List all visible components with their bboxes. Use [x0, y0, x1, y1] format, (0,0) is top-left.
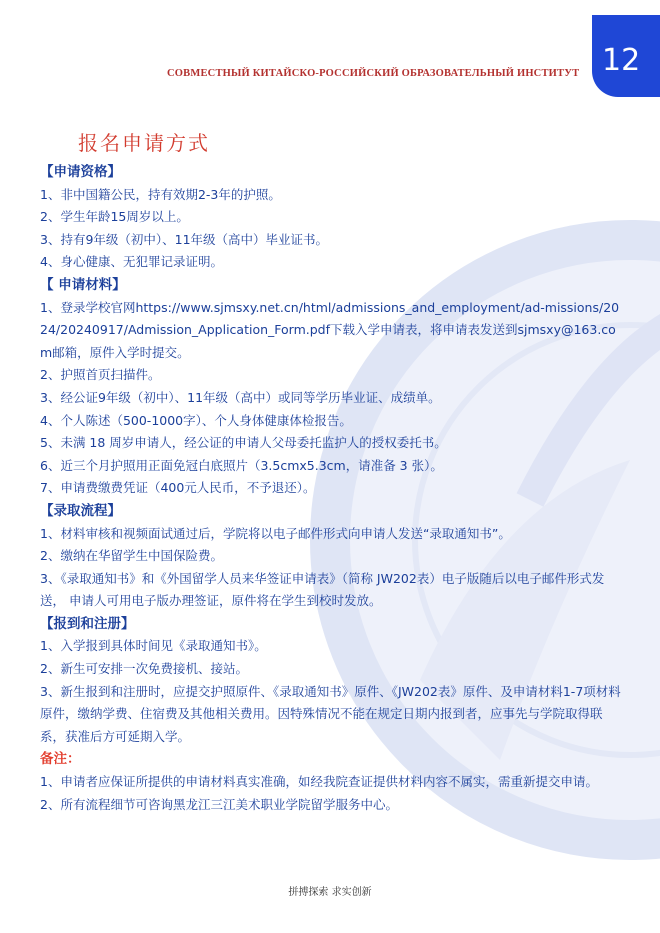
list-item: 1、入学报到具体时间见《录取通知书》。	[40, 638, 267, 654]
list-item: 1、非中国籍公民，持有效期2-3年的护照。	[40, 186, 281, 202]
list-item: 7、申请费缴费凭证（400元人民币，不予退还）。	[40, 480, 316, 496]
list-item: 3、《录取通知书》和《外国留学人员来华签证申请表》（简称 JW202表）电子版随后以电子邮件形式发送， 申请人可用电子版办理签证，原件将在学生到校时发放。	[40, 570, 605, 609]
page-number: 12	[602, 43, 641, 78]
page-number-badge	[592, 15, 660, 97]
list-item: 3、新生报到和注册时，应提交护照原件、《录取通知书》原件、《JW202表》原件、及申请材料1-7项材料原件，缴纳学费、住宿费及其他相关费用。因特殊情况不能在规定日期内报到者，应事先与学院取得联系，获准后方可延期入学。	[40, 683, 621, 744]
footer-motto: 拼搏探索 求实创新	[288, 887, 372, 898]
list-item: 6、近三个月护照用正面免冠白底照片（3.5cmx5.3cm，请准备 3 张）。	[40, 457, 443, 473]
list-item: 5、未满 18 周岁申请人，经公证的申请人父母委托监护人的授权委托书。	[40, 435, 447, 451]
section-heading-registration: 【报到和注册】	[40, 615, 135, 632]
main-content	[40, 161, 625, 816]
section-heading-admission: 【录取流程】	[40, 502, 121, 519]
list-item: 2、学生年龄15周岁以上。	[40, 209, 189, 225]
list-item: 1、材料审核和视频面试通过后，学院将以电子邮件形式向申请人发送“录取通知书”。	[40, 525, 511, 541]
page-title: 报名申请方式	[78, 131, 210, 155]
section-heading-materials: 【 申请材料】	[40, 276, 126, 293]
list-item: 1、申请者应保证所提供的申请材料真实准确，如经我院查证提供材料内容不属实，需重新提交申请。	[40, 774, 598, 790]
list-item: 3、经公证9年级（初中）、11年级（高中）或同等学历毕业证、成绩单。	[40, 389, 441, 405]
list-item: 1、登录学校官网https://www.sjmsxy.net.cn/html/admissions_and_employment/ad-missions/2024/20240917/Admission_Application_Form.pdf下载入学申请表，将申请表发送到sjmsxy@163.com邮箱，原件入学时提交。	[40, 299, 620, 360]
notes-heading: 备注：	[40, 751, 81, 768]
section-heading-eligibility: 【申请资格】	[40, 164, 121, 180]
list-item: 2、新生可安排一次免费接机、接站。	[40, 661, 248, 677]
institute-header: СОВМЕСТНЫЙ КИТАЙСКО-РОССИЙСКИЙ ОБРАЗОВАТЕЛЬНЫЙ ИНСТИТУТ	[167, 68, 580, 79]
list-item: 3、持有9年级（初中）、11年级（高中）毕业证书。	[40, 231, 329, 247]
list-item: 4、个人陈述（500-1000字）、个人身体健康体检报告。	[40, 412, 352, 428]
list-item: 2、护照首页扫描件。	[40, 367, 161, 383]
list-item: 2、所有流程细节可咨询黑龙江三江美术职业学院留学服务中心。	[40, 796, 398, 812]
list-item: 2、缴纳在华留学生中国保险费。	[40, 548, 223, 564]
list-item: 4、身心健康、无犯罪记录证明。	[40, 254, 223, 270]
